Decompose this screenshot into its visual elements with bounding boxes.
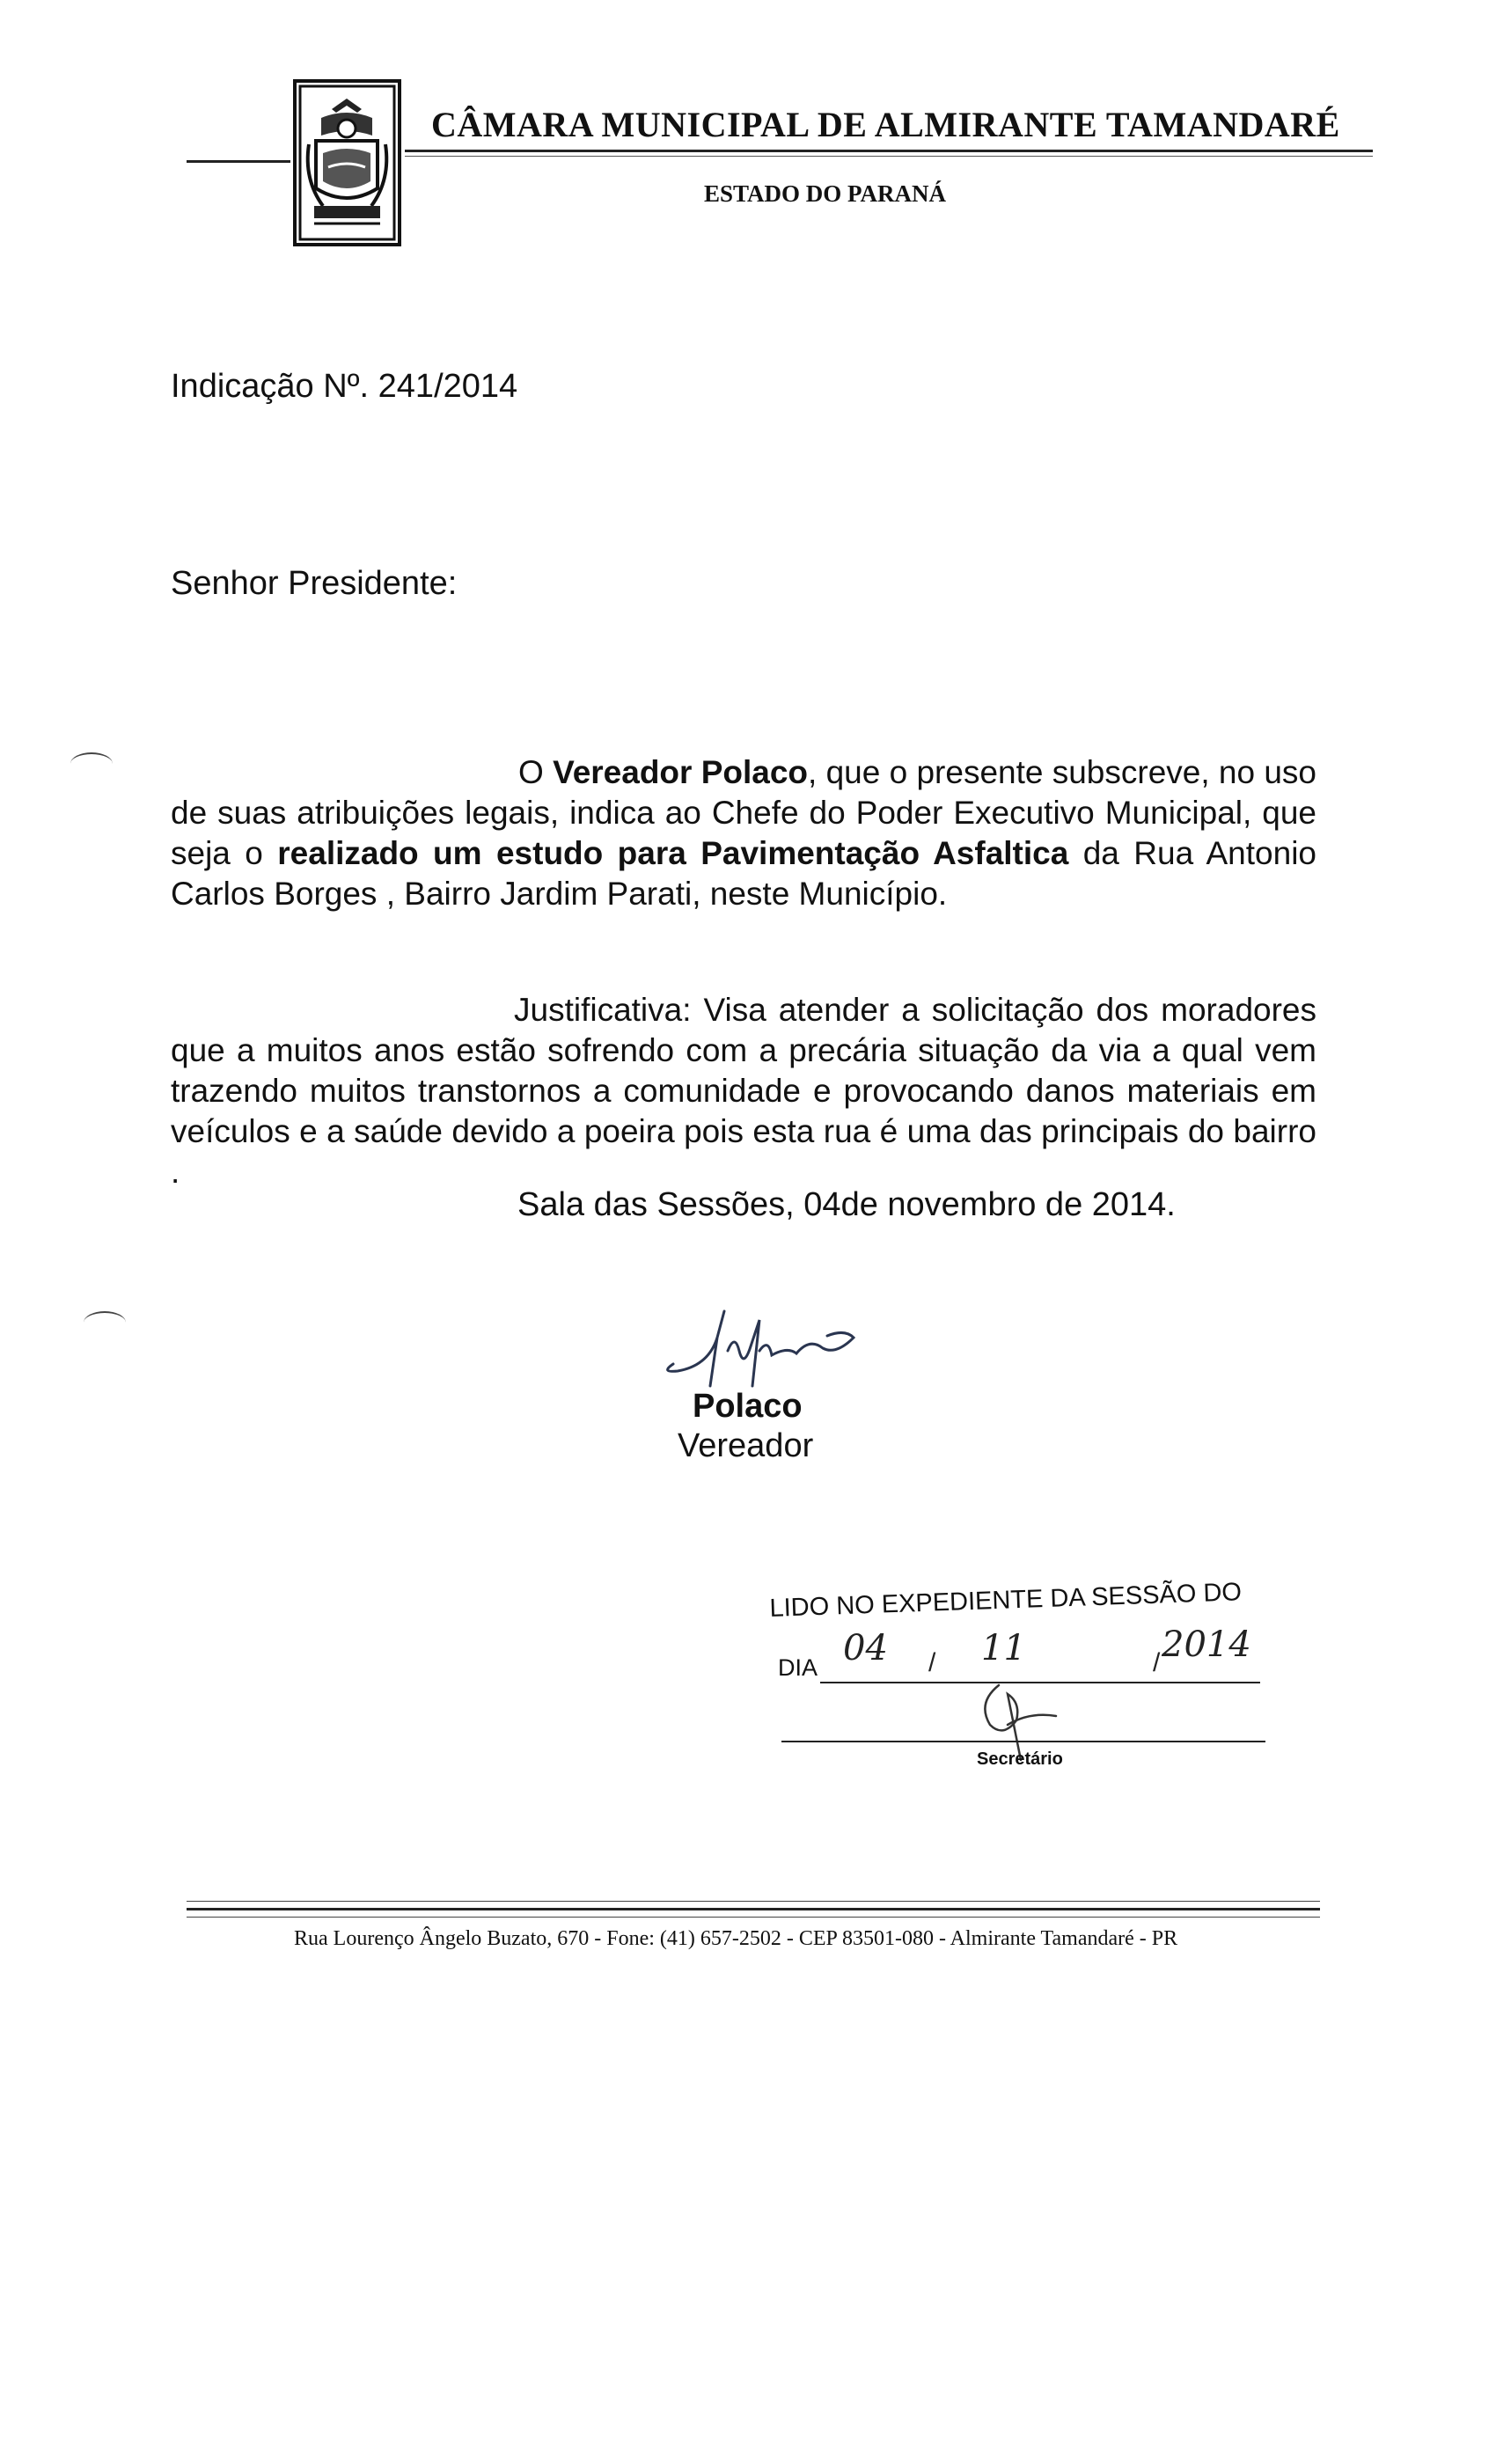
footer-rule — [187, 1901, 1320, 1902]
municipal-coat-of-arms-icon — [293, 79, 401, 246]
handwritten-signature — [656, 1302, 867, 1399]
justification-text: Justificativa: Visa atender a solicitação dos moradores que a muitos anos estão sofrendo com a precária situação da via a qual vem trazendo muitos transtornos a comunidade e provocando danos materiais em veículos e a saúde devido a poeira pois esta rua é uma das principais do bairro . — [171, 992, 1316, 1190]
salutation: Senhor Presidente: — [171, 565, 458, 602]
stamp-heading: LIDO NO EXPEDIENTE DA SESSÃO DO — [769, 1578, 1243, 1623]
document-reference: Indicação Nº. 241/2014 — [171, 368, 518, 405]
main-paragraph — [171, 752, 1316, 914]
signer-name: Polaco — [693, 1388, 803, 1425]
punch-hole-mark — [84, 1311, 126, 1334]
state-subtitle: ESTADO DO PARANÁ — [704, 180, 947, 207]
stamp-month-value: 11 — [981, 1628, 1026, 1668]
header-rule — [405, 156, 1373, 157]
coat-of-arms-graphic — [297, 83, 398, 243]
closing-line: Sala das Sessões, 04de novembro de 2014. — [517, 1186, 1176, 1223]
request-subject: realizado um estudo para Pavimentação Asfaltica — [277, 835, 1069, 871]
paragraph-text: , que o presente subscreve, no uso de suas atribuições legais, indica ao Chefe do Poder Executivo Municipal, que seja o — [171, 754, 1317, 871]
footer-rule — [187, 1917, 1320, 1918]
footer-address: Rua Lourenço Ângelo Buzato, 670 - Fone: (41) 657-2502 - CEP 83501-080 - Almirante Tamandaré - PR — [294, 1927, 1178, 1950]
justification-paragraph — [171, 990, 1316, 1192]
paragraph-text: da Rua Antonio Carlos Borges , Bairro Jardim Parati, neste Município. — [171, 835, 1316, 912]
stamp-day-value: 04 — [843, 1628, 888, 1668]
date-separator: / — [928, 1648, 936, 1677]
paragraph-text: O — [518, 754, 554, 790]
signer-role: Vereador — [678, 1427, 814, 1464]
stamp-year-value: 2014 — [1162, 1624, 1251, 1665]
date-separator: / — [1153, 1648, 1161, 1677]
secretary-label: Secretário — [977, 1749, 1063, 1769]
stamp-day-label: DIA — [778, 1654, 818, 1681]
secretary-signature-rule — [781, 1741, 1265, 1742]
header-rule — [187, 160, 290, 163]
footer-rule — [187, 1908, 1320, 1910]
header-rule — [405, 150, 1373, 152]
councilman-name: Vereador Polaco — [553, 754, 809, 790]
institution-title: CÂMARA MUNICIPAL DE ALMIRANTE TAMANDARÉ — [431, 105, 1340, 144]
punch-hole-mark — [70, 752, 113, 775]
